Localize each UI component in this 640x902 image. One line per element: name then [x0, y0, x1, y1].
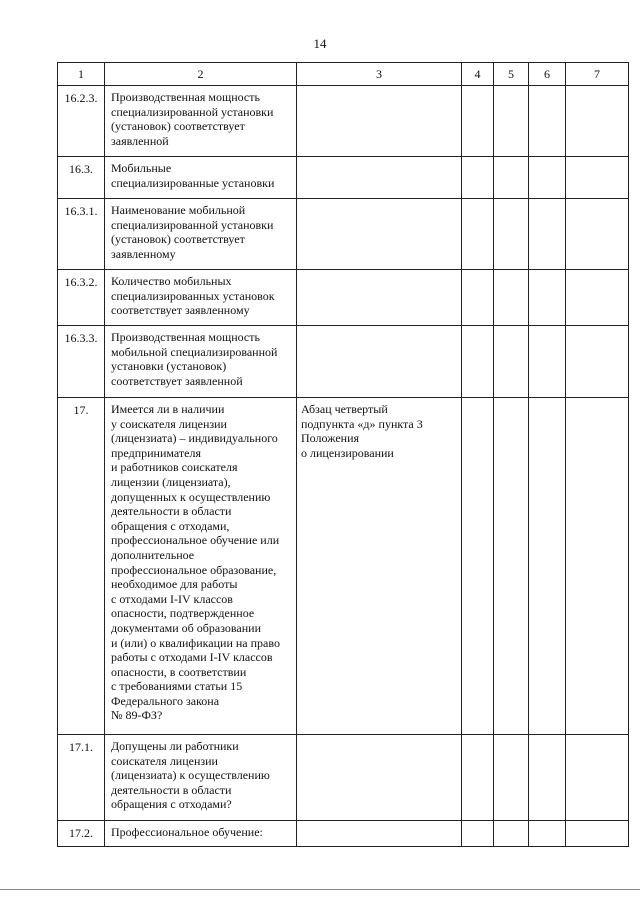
- item-number: 16.3.2.: [58, 270, 105, 326]
- item-number: 17.1.: [58, 735, 105, 821]
- item-number: 16.3.3.: [58, 326, 105, 398]
- table-row: [58, 326, 629, 398]
- item-requirement: Наименование мобильной специализированной установки (установок) соответствует заявленному: [105, 199, 297, 270]
- item-number: 16.3.1.: [58, 199, 105, 270]
- answer-cell: [566, 326, 629, 398]
- answer-cell: [494, 199, 529, 270]
- answer-cell: [494, 821, 529, 847]
- item-requirement: Имеется ли в наличии у соискателя лицензии (лицензиата) – индивидуального предпринимателя и работников соискателя лицензии (лицензиата), допущенных к осуществлению деятельности в области обращения с отходами, профессиональное обучение или дополнительное профессиональное образование, необходимое для работы с отходами I-IV классов опасности, подтвержденное документами об образовании и (или) о квалификации на право работы с отходами I-IV классов опасности, в соответствии с требованиями статьи 15 Федерального закона № 89-ФЗ?: [105, 398, 297, 735]
- answer-cell: [529, 86, 566, 157]
- answer-cell: [566, 735, 629, 821]
- answer-cell: [462, 326, 494, 398]
- table-row: [58, 821, 629, 847]
- answer-cell: [462, 398, 494, 735]
- item-number: 16.2.3.: [58, 86, 105, 157]
- answer-cell: [529, 199, 566, 270]
- item-requirement: Допущены ли работники соискателя лицензии (лицензиата) к осуществлению деятельности в области обращения с отходами?: [105, 735, 297, 821]
- column-header: 4: [462, 63, 494, 86]
- answer-cell: [566, 86, 629, 157]
- answer-cell: [494, 326, 529, 398]
- answer-cell: [462, 199, 494, 270]
- answer-cell: [529, 326, 566, 398]
- answer-cell: [494, 398, 529, 735]
- table-row: [58, 270, 629, 326]
- page-number: 14: [313, 36, 327, 51]
- answer-cell: [462, 270, 494, 326]
- table-row: [58, 86, 629, 157]
- answer-cell: [529, 735, 566, 821]
- item-legal-reference: [297, 326, 462, 398]
- column-header: 3: [297, 63, 462, 86]
- item-requirement: Производственная мощность мобильной специализированной установки (установок) соответствует заявленной: [105, 326, 297, 398]
- answer-cell: [462, 821, 494, 847]
- answer-cell: [494, 270, 529, 326]
- answer-cell: [566, 398, 629, 735]
- column-header: 7: [566, 63, 629, 86]
- answer-cell: [462, 86, 494, 157]
- answer-cell: [529, 821, 566, 847]
- item-legal-reference: [297, 86, 462, 157]
- answer-cell: [529, 157, 566, 199]
- table-row: [58, 735, 629, 821]
- item-legal-reference: [297, 157, 462, 199]
- answer-cell: [462, 735, 494, 821]
- column-header: 1: [58, 63, 105, 86]
- answer-cell: [566, 270, 629, 326]
- answer-cell: [462, 157, 494, 199]
- column-header: 2: [105, 63, 297, 86]
- item-number: 17.2.: [58, 821, 105, 847]
- item-legal-reference: [297, 821, 462, 847]
- answer-cell: [566, 157, 629, 199]
- item-legal-reference: [297, 270, 462, 326]
- table-row: [58, 199, 629, 270]
- item-requirement: Профессиональное обучение:: [105, 821, 297, 847]
- item-legal-reference: [297, 735, 462, 821]
- column-header: 6: [529, 63, 566, 86]
- answer-cell: [494, 157, 529, 199]
- table-row: [58, 157, 629, 199]
- item-legal-reference: Абзац четвертый подпункта «д» пункта 3 Положения о лицензировании: [297, 398, 462, 735]
- answer-cell: [529, 270, 566, 326]
- header-row: [58, 63, 629, 86]
- answer-cell: [494, 735, 529, 821]
- page-bottom-rule: [0, 889, 640, 890]
- column-header: 5: [494, 63, 529, 86]
- answer-cell: [566, 199, 629, 270]
- item-requirement: Мобильные специализированные установки: [105, 157, 297, 199]
- table-row: [58, 398, 629, 735]
- checklist-table: [57, 62, 629, 847]
- item-legal-reference: [297, 199, 462, 270]
- item-requirement: Количество мобильных специализированных установок соответствует заявленному: [105, 270, 297, 326]
- answer-cell: [566, 821, 629, 847]
- answer-cell: [494, 86, 529, 157]
- item-number: 16.3.: [58, 157, 105, 199]
- item-number: 17.: [58, 398, 105, 735]
- answer-cell: [529, 398, 566, 735]
- item-requirement: Производственная мощность специализированной установки (установок) соответствует заявленной: [105, 86, 297, 157]
